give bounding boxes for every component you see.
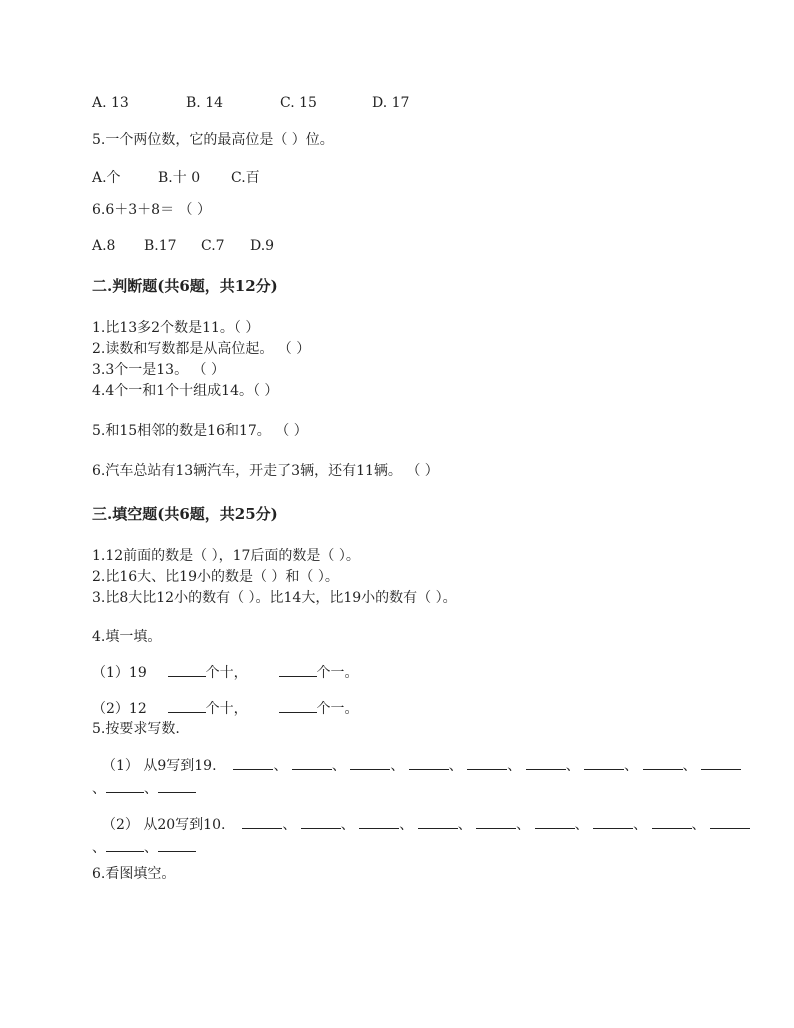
q5-option-b: B.十 0	[158, 170, 201, 186]
count-up-row	[102, 755, 741, 776]
s3-item-3: 3.比8大比12小的数有（ ）。比14大，比19小的数有（ ）。	[92, 590, 457, 606]
q6-option-a: A.8	[92, 238, 116, 254]
count-down-prefix: （2） 从20写到10.	[102, 817, 226, 833]
q4-option-c: C. 15	[280, 95, 317, 111]
separator: 、	[565, 758, 580, 774]
s3-q5-title: 5.按要求写数.	[92, 721, 180, 737]
separator: 、	[399, 817, 414, 833]
count-down-row	[102, 814, 750, 835]
separator: 、	[457, 817, 472, 833]
q6-text: 6.6＋3＋8＝ （ ）	[92, 202, 211, 218]
s2-item-1: 1.比13多2个数是11。（ ）	[92, 320, 260, 336]
separator: 、	[691, 817, 706, 833]
separator: 、	[331, 758, 346, 774]
separator: 、	[144, 840, 158, 856]
q6-option-d: D.9	[250, 238, 275, 254]
separator: 、	[448, 758, 463, 774]
separator: 、	[633, 817, 648, 833]
q5-text: 5.一个两位数，它的最高位是（ ）位。	[92, 132, 334, 148]
answer-blank[interactable]	[652, 814, 692, 829]
q5-option-c: C.百	[231, 170, 260, 186]
ten-label: 个十，	[205, 665, 248, 681]
s3-item-2: 2.比16大、比19小的数是（ ）和（ ）。	[92, 569, 339, 585]
answer-blank[interactable]	[301, 814, 341, 829]
q4-option-b: B. 14	[186, 95, 224, 111]
separator: 、	[273, 758, 288, 774]
section2-title: 二.判断题(共6题，共12分)	[92, 277, 278, 295]
s3-q6-title: 6.看图填空。	[92, 866, 176, 882]
answer-blank[interactable]	[279, 662, 317, 677]
s2-item-6: 6.汽车总站有13辆汽车，开走了3辆，还有11辆。 （ ）	[92, 463, 439, 479]
separator: 、	[282, 817, 297, 833]
q6-option-b: B.17	[144, 238, 177, 254]
separator: 、	[92, 840, 106, 856]
answer-blank[interactable]	[292, 755, 332, 770]
q4-option-d: D. 17	[372, 95, 410, 111]
answer-blank[interactable]	[168, 662, 206, 677]
separator: 、	[574, 817, 589, 833]
answer-blank[interactable]	[476, 814, 516, 829]
answer-blank[interactable]	[467, 755, 507, 770]
answer-blank[interactable]	[158, 778, 196, 793]
fill-12-prefix: （2）12	[92, 701, 147, 717]
separator: 、	[340, 817, 355, 833]
answer-blank[interactable]	[279, 698, 317, 713]
answer-blank[interactable]	[643, 755, 683, 770]
s2-item-2: 2.读数和写数都是从高位起。 （ ）	[92, 341, 311, 357]
count-up-row-2	[92, 778, 196, 799]
separator: 、	[624, 758, 639, 774]
answer-blank[interactable]	[359, 814, 399, 829]
answer-blank[interactable]	[233, 755, 273, 770]
section3-title: 三.填空题(共6题，共25分)	[92, 505, 278, 523]
answer-blank[interactable]	[409, 755, 449, 770]
count-down-row-2	[92, 837, 196, 858]
one-label: 个一。	[316, 701, 359, 717]
answer-blank[interactable]	[418, 814, 458, 829]
answer-blank[interactable]	[350, 755, 390, 770]
separator: 、	[92, 781, 106, 797]
ten-label: 个十，	[205, 701, 248, 717]
s3-item-4: 4.填一填。	[92, 629, 162, 645]
answer-blank[interactable]	[701, 755, 741, 770]
s3-item-1: 1.12前面的数是（ ），17后面的数是（ ）。	[92, 548, 360, 564]
s2-item-3: 3.3个一是13。 （ ）	[92, 362, 225, 378]
answer-blank[interactable]	[593, 814, 633, 829]
separator: 、	[507, 758, 522, 774]
q6-option-c: C.7	[201, 238, 225, 254]
separator: 、	[682, 758, 697, 774]
s2-item-4: 4.4个一和1个十组成14。（ ）	[92, 383, 279, 399]
separator: 、	[390, 758, 405, 774]
answer-blank[interactable]	[242, 814, 282, 829]
q4-option-a: A. 13	[92, 95, 129, 111]
s2-item-5: 5.和15相邻的数是16和17。 （ ）	[92, 423, 308, 439]
fill-19-prefix: （1）19	[92, 665, 147, 681]
one-label: 个一。	[316, 665, 359, 681]
answer-blank[interactable]	[106, 837, 144, 852]
separator: 、	[516, 817, 531, 833]
separator: 、	[144, 781, 158, 797]
answer-blank[interactable]	[535, 814, 575, 829]
fill-19-row	[92, 662, 359, 683]
answer-blank[interactable]	[106, 778, 144, 793]
fill-12-row	[92, 698, 359, 719]
q5-option-a: A.个	[92, 170, 121, 186]
answer-blank[interactable]	[158, 837, 196, 852]
count-up-prefix: （1） 从9写到19.	[102, 758, 217, 774]
answer-blank[interactable]	[168, 698, 206, 713]
answer-blank[interactable]	[710, 814, 750, 829]
answer-blank[interactable]	[584, 755, 624, 770]
answer-blank[interactable]	[526, 755, 566, 770]
